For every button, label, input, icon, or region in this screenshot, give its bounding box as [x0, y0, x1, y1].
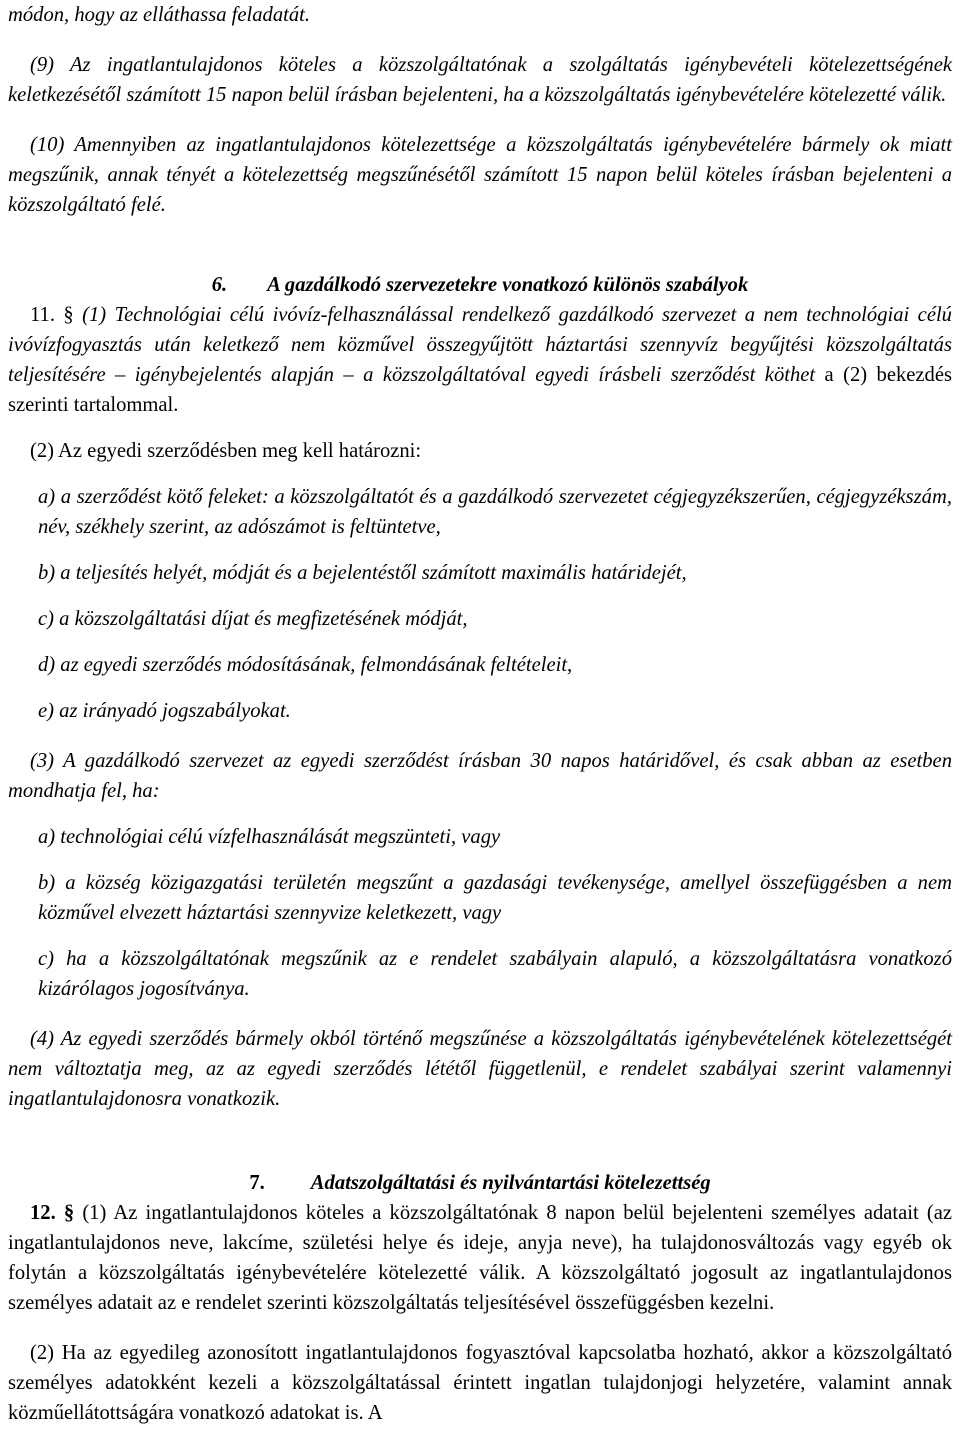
paragraph-9: (9) Az ingatlantulajdonos köteles a közszolgáltatónak a szolgáltatás igénybevételi kötelezettségének keletkezésétől számított 15 napon belül írásban bejelenteni, ha a közszolgáltatás igénybevételére kötelezetté válik.: [8, 54, 952, 106]
section-11-paragraph-4: (4) Az egyedi szerződés bármely okból történő megszűnése a közszolgáltatás igénybevételének kötelezettségét nem változtatja meg, az az egyedi szerződés lététől függetlenül, e rendelet szabályai szerint valamennyi ingatlantulajdonosra vonatkozik.: [8, 1028, 952, 1110]
section-11-paragraph-1-tail: a (2) bekezdés szerinti tartalommal.: [8, 364, 952, 416]
section-11-item-e: e) az irányadó jogszabályokat.: [38, 700, 291, 722]
section-11-item-c: c) a közszolgáltatási díjat és megfizetésének módját,: [38, 608, 468, 630]
section-11-paragraph-3-item-c: c) ha a közszolgáltatónak megszűnik az e rendelet szabályain alapuló, a közszolgáltatásra vonatkozó kizárólagos jogosítványa.: [38, 948, 952, 1000]
section-11-paragraph-3: (3) A gazdálkodó szervezet az egyedi szerződést írásban 30 napos határidővel, és csak abban az esetben mondhatja fel, ha:: [8, 750, 952, 802]
section-7-heading: [8, 1168, 952, 1198]
section-11-paragraph-3-item-a: a) technológiai célú vízfelhasználását megszünteti, vagy: [38, 826, 501, 848]
section-12-paragraph-1-text: (1) Az ingatlantulajdonos köteles a közszolgáltatónak 8 napon belül bejelenteni személyes adatait (az ingatlantulajdonos neve, lakcíme, születési helye és ideje, anyja neve), ha tulajdonosváltozás vagy egyéb ok folytán a közszolgáltatás igénybevételére kötelezetté válik. A közszolgáltató jogosult az ingatlantulajdonos személyes adatait az e rendelet szerinti közszolgáltatás teljesítésével összefüggésben kezelni.: [8, 1202, 953, 1314]
section-11-number: 11. §: [30, 304, 74, 326]
section-11-paragraph-3-item-b: b) a község közigazgatási területén megszűnt a gazdasági tevékenysége, amellyel összefüggésben a nem közművel elvezett háztartási szennyvize keletkezett, vagy: [38, 872, 952, 924]
section-6-number: 6.: [211, 274, 228, 296]
section-7-title: Adatszolgáltatási és nyilvántartási kötelezettség: [310, 1172, 711, 1194]
section-11-item-d: d) az egyedi szerződés módosításának, felmondásának feltételeit,: [38, 654, 573, 676]
section-11-paragraph-1-text: (1) Technológiai célú ivóvíz-felhasználással rendelkező gazdálkodó szervezet a nem technológiai célú ivóvízfogyasztás után keletkező nem közművel összegyűjtött háztartási szennyvíz begyűjtési közszolgáltatás teljesítésére – igénybejelentés alapján – a közszolgáltatóval egyedi írásbeli szerződést köthet: [8, 304, 952, 386]
paragraph-10: (10) Amennyiben az ingatlantulajdonos kötelezettsége a közszolgáltatás igénybevételére bármely ok miatt megszűnik, annak tényét a kötelezettség megszűnésétől számított 15 napon belül köteles írásban bejelenteni a közszolgáltató felé.: [8, 134, 952, 216]
section-6-title: A gazdálkodó szervezetekre vonatkozó különös szabályok: [267, 274, 749, 296]
section-6-heading: [8, 270, 952, 300]
section-11-paragraph-1: [8, 300, 952, 420]
section-12-number: 12. §: [30, 1202, 75, 1224]
section-12-paragraph-1: [8, 1198, 952, 1318]
section-12-paragraph-2: (2) Ha az egyedileg azonosított ingatlantulajdonos fogyasztóval kapcsolatba hozható, akkor a közszolgáltató személyes adatokként kezeli a közszolgáltatással érintett ingatlan tulajdonjogi helyzetére, valamint annak közműellátottságára vonatkozó adatokat is. A: [8, 1342, 952, 1424]
section-11-paragraph-2: (2) Az egyedi szerződésben meg kell határozni:: [30, 440, 422, 462]
paragraph-top: módon, hogy az elláthassa feladatát.: [8, 4, 311, 26]
section-11-item-a: a) a szerződést kötő feleket: a közszolgáltatót és a gazdálkodó szervezetet cégjegyzékszerűen, cégjegyzékszám, név, székhely szerint, az adószámot is feltüntetve,: [38, 486, 952, 538]
section-7-number: 7.: [249, 1172, 265, 1194]
section-11-item-b: b) a teljesítés helyét, módját és a bejelentéstől számított maximális határidejét,: [38, 562, 687, 584]
